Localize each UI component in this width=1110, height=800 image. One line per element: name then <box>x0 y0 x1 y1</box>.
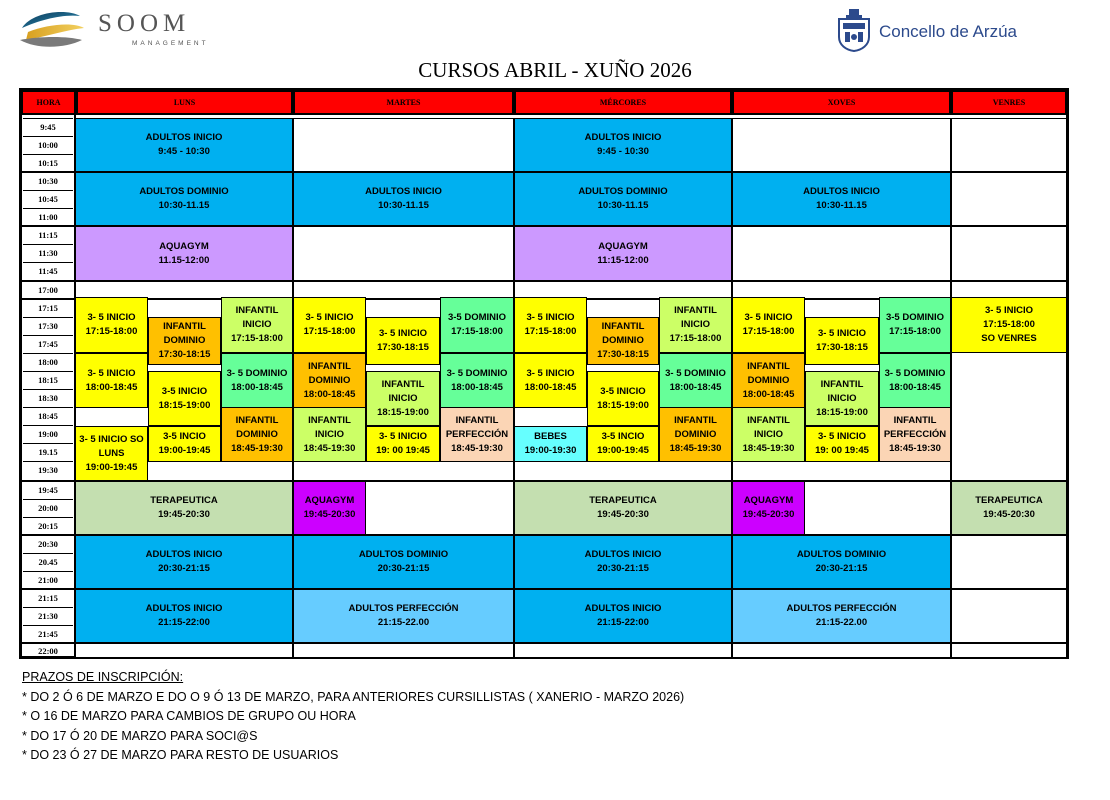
notes-line: * DO 2 Ó 6 DE MARZO E DO O 9 Ó 13 DE MARZO, PARA ANTERIORES CURSILLISTAS ( XANERIO - MARZO 2026) <box>22 689 685 704</box>
empty-cell <box>293 118 514 172</box>
time-divider <box>23 425 73 426</box>
class-block <box>148 317 221 365</box>
class-note: SO VENRES <box>981 333 1037 344</box>
class-time: 17:30-18:15 <box>597 349 649 360</box>
time-divider <box>23 499 73 500</box>
class-name: 3- 5 INICIO SO LUNS <box>79 433 144 459</box>
class-name: 3- 5 DOMINIO <box>226 367 288 379</box>
column-header-3: MÉRCORES <box>514 90 732 115</box>
class-name: INFANTIL INICIO <box>820 378 864 404</box>
class-name: 3- 5 INICIO <box>305 312 354 323</box>
class-block <box>951 297 1067 353</box>
time-divider <box>23 625 73 626</box>
class-time: 21:15-22.00 <box>815 617 868 628</box>
class-time: 17:15-18:00 <box>451 326 503 337</box>
class-time: 17:15-18:00 <box>231 333 283 344</box>
class-block <box>879 297 951 353</box>
class-name: INFANTIL INICIO <box>308 414 351 440</box>
class-name: 3- 5 INICIO <box>87 367 136 379</box>
class-name: 3-5 INCIO <box>601 431 645 442</box>
class-time: 18:45-19:30 <box>669 442 722 454</box>
class-name: INFANTIL DOMINIO <box>235 414 279 440</box>
class-time: 17:15-18:00 <box>742 326 795 337</box>
class-block <box>587 371 659 426</box>
class-block <box>293 297 366 353</box>
class-block <box>951 481 1067 535</box>
class-time: 17:15-18:00 <box>983 319 1035 330</box>
class-block <box>293 172 514 226</box>
class-block <box>879 407 951 462</box>
class-time: 19:00-19:30 <box>524 445 577 456</box>
time-divider <box>23 262 73 263</box>
class-block <box>75 353 148 408</box>
time-label: 20:00 <box>38 503 58 513</box>
class-block <box>732 353 805 408</box>
class-time: 19:00-19:45 <box>158 445 211 456</box>
time-label: 9:45 <box>40 122 56 132</box>
class-time: 20:30-21:15 <box>597 563 649 574</box>
class-time: 18:45-19:30 <box>742 442 795 454</box>
class-time: 18:00-18:45 <box>451 381 503 393</box>
class-time: 17:30-18:15 <box>158 349 211 360</box>
page-title: CURSOS ABRIL - XUÑO 2026 <box>418 58 692 82</box>
class-block <box>732 481 805 535</box>
time-label: 19:30 <box>38 465 58 475</box>
time-divider <box>23 443 73 444</box>
time-label: 18:00 <box>38 357 58 367</box>
class-block <box>293 535 514 589</box>
class-block <box>659 407 732 462</box>
empty-cell <box>951 226 1067 281</box>
class-block <box>440 407 514 462</box>
class-time: 18:00-18:45 <box>524 381 577 393</box>
time-label: 19:45 <box>38 485 58 495</box>
empty-cell <box>293 226 514 281</box>
column-header-4: XOVES <box>732 90 951 115</box>
class-time: 18:00-18:45 <box>231 381 283 393</box>
notes-line: * DO 23 Ó 27 DE MARZO PARA RESTO DE USUARIOS <box>22 748 339 762</box>
class-time: 18:45-19:30 <box>303 442 356 454</box>
time-label: 18:15 <box>38 375 58 385</box>
class-name: INFANTIL INICIO <box>674 305 717 330</box>
soom-logo-subtext: MANAGEMENT <box>132 40 209 47</box>
class-time: 19:45-20:30 <box>158 509 210 520</box>
class-block <box>587 426 659 462</box>
time-label: 10:30 <box>38 176 58 186</box>
empty-cell <box>293 643 514 658</box>
empty-cell <box>951 643 1067 658</box>
class-block <box>293 589 514 643</box>
class-block <box>732 589 951 643</box>
time-divider <box>23 118 73 119</box>
class-block <box>805 426 879 462</box>
time-label: 19:00 <box>38 429 58 439</box>
class-time: 18:15-19:00 <box>597 399 649 411</box>
class-name: ADULTOS PERFECCIÓN <box>786 603 897 614</box>
class-block <box>75 297 148 353</box>
column-header-0: HORA <box>21 90 76 115</box>
class-block <box>75 535 293 589</box>
class-block <box>514 535 732 589</box>
class-time: 10:30-11.15 <box>158 200 210 211</box>
empty-cell <box>75 643 293 658</box>
class-time: 17:15-18:00 <box>303 326 356 337</box>
class-time: 19:45-20:30 <box>597 509 649 520</box>
class-name: INFANTIL DOMINIO <box>601 321 645 346</box>
time-label: 17:15 <box>38 303 58 313</box>
class-name: 3- 5 INICIO <box>378 431 428 442</box>
class-name: 3- 5 INICIO <box>378 328 428 339</box>
time-label: 18:45 <box>38 411 58 421</box>
notes-line: * DO 17 Ó 20 DE MARZO PARA SOCI@S <box>22 728 258 743</box>
class-block <box>732 297 805 353</box>
class-time: 18:45-19:30 <box>889 442 941 454</box>
class-time: 18:15-19:00 <box>377 406 429 418</box>
empty-cell <box>732 643 951 658</box>
class-name: AQUAGYM <box>598 240 648 252</box>
class-name: ADULTOS DOMINIO <box>796 549 887 560</box>
class-time: 19: 00 19:45 <box>376 445 430 456</box>
class-block <box>732 407 805 462</box>
class-name: ADULTOS INICIO <box>365 186 442 197</box>
class-name: TERAPEUTICA <box>975 495 1043 506</box>
time-label: 19.15 <box>38 447 58 457</box>
class-time: 17:15-18:00 <box>889 326 941 337</box>
time-divider <box>23 607 73 608</box>
class-block <box>366 426 440 462</box>
class-name: 3-5 INICIO <box>600 385 646 397</box>
class-name: 3- 5 INICIO <box>984 305 1034 316</box>
time-label: 10:15 <box>38 158 58 168</box>
class-time: 20:30-21:15 <box>377 563 430 574</box>
class-name: 3-5 INCIO <box>163 431 206 442</box>
class-time: 18:00-18:45 <box>85 381 138 393</box>
time-divider <box>23 553 73 554</box>
time-divider <box>23 571 73 572</box>
class-block <box>75 172 293 226</box>
concello-logo-text: Concello de Arzúa <box>879 22 1017 41</box>
class-block <box>75 481 293 535</box>
class-time: 18:00-18:45 <box>742 388 795 400</box>
time-label: 20:15 <box>38 521 58 531</box>
class-block <box>440 297 514 353</box>
class-name: ADULTOS PERFECCIÓN <box>348 603 459 614</box>
class-time: 18:45-19:30 <box>231 442 283 454</box>
time-divider <box>23 154 73 155</box>
registration-notes <box>22 668 684 766</box>
class-name: 3- 5 DOMINIO <box>665 367 726 379</box>
class-name: TERAPEUTICA <box>150 495 218 506</box>
time-label: 22:00 <box>38 645 58 656</box>
class-block <box>75 118 293 172</box>
class-name: ADULTOS INICIO <box>145 603 223 614</box>
class-time: 11:15-12:00 <box>597 254 649 266</box>
class-block <box>659 297 732 353</box>
time-divider <box>23 335 73 336</box>
time-label: 18:30 <box>38 393 58 403</box>
empty-cell <box>951 118 1067 172</box>
class-name: INFANTIL INICIO <box>747 414 790 440</box>
class-time: 21:15-22:00 <box>158 617 210 628</box>
class-block <box>148 426 221 462</box>
time-label: 20.45 <box>38 557 58 567</box>
class-name: ADULTOS INICIO <box>584 132 662 143</box>
class-name: AQUAGYM <box>304 495 355 506</box>
class-name: INFANTIL DOMINIO <box>308 360 351 386</box>
class-name: 3- 5 DOMINIO <box>446 367 508 379</box>
empty-cell <box>732 118 951 172</box>
time-divider <box>23 389 73 390</box>
class-block <box>293 481 366 535</box>
class-name: 3-5 DOMINIO <box>447 312 507 323</box>
class-time: 9:45 - 10:30 <box>597 146 649 157</box>
class-block <box>75 426 148 481</box>
class-name: 3- 5 DOMINIO <box>884 367 946 379</box>
time-divider <box>23 407 73 408</box>
class-block <box>221 353 293 408</box>
class-name: INFANTIL PERFECCIÓN <box>883 414 947 440</box>
class-block <box>75 226 293 281</box>
class-name: TERAPEUTICA <box>589 495 657 506</box>
class-name: INFANTIL DOMINIO <box>163 321 206 346</box>
time-label: 17:00 <box>38 285 58 295</box>
class-time: 10:30-11.15 <box>378 200 429 211</box>
class-name: ADULTOS INICIO <box>145 132 223 143</box>
time-label: 21:30 <box>38 611 58 621</box>
class-name: 3- 5 INICIO <box>817 431 867 442</box>
class-time: 18:00-18:45 <box>303 388 356 400</box>
time-label: 10:45 <box>38 194 58 204</box>
time-divider <box>23 208 73 209</box>
class-name: INFANTIL DOMINIO <box>747 360 790 386</box>
class-name: 3-5 INICIO <box>161 385 208 397</box>
empty-cell <box>951 172 1067 226</box>
class-block <box>514 481 732 535</box>
class-block <box>514 589 732 643</box>
time-label: 11:00 <box>38 212 58 222</box>
time-divider <box>23 517 73 518</box>
class-time: 20:30-21:15 <box>158 563 210 574</box>
class-block <box>805 371 879 426</box>
class-block <box>514 353 587 408</box>
class-name: ADULTOS INICIO <box>584 549 662 560</box>
class-time: 18:00-18:45 <box>889 381 941 393</box>
class-name: INFANTIL INICIO <box>235 305 279 330</box>
time-divider <box>23 136 73 137</box>
class-block <box>514 226 732 281</box>
class-block <box>514 426 587 462</box>
class-time: 17:15-18:00 <box>524 326 577 337</box>
time-label: 21:45 <box>38 629 58 639</box>
class-name: ADULTOS DOMINIO <box>578 186 668 197</box>
class-block <box>732 172 951 226</box>
time-divider <box>23 353 73 354</box>
empty-cell <box>951 535 1067 589</box>
time-label: 17:30 <box>38 321 58 331</box>
class-block <box>366 371 440 426</box>
class-name: 3- 5 INICIO <box>526 367 575 379</box>
class-block <box>293 353 366 408</box>
class-time: 19:45-20:30 <box>303 509 356 520</box>
class-time: 9:45 - 10:30 <box>158 146 210 157</box>
class-time: 21:15-22:00 <box>597 617 649 628</box>
time-divider <box>23 371 73 372</box>
class-time: 18:15-19:00 <box>816 406 868 418</box>
class-name: AQUAGYM <box>743 495 794 506</box>
class-name: BEBES <box>534 431 567 442</box>
empty-cell <box>951 589 1067 643</box>
class-time: 19:00-19:45 <box>597 445 649 456</box>
class-block <box>879 353 951 408</box>
class-time: 18:45-19:30 <box>451 442 503 454</box>
class-time: 20:30-21:15 <box>815 563 868 574</box>
column-header-5: VENRES <box>951 90 1067 115</box>
class-time: 19:45-20:30 <box>983 509 1035 520</box>
class-time: 11.15-12:00 <box>158 254 210 266</box>
class-block <box>514 172 732 226</box>
class-block <box>221 297 293 353</box>
class-name: 3- 5 INICIO <box>87 312 136 323</box>
class-block <box>148 371 221 426</box>
class-name: INFANTIL INICIO <box>381 378 425 404</box>
class-name: ADULTOS DOMINIO <box>358 549 449 560</box>
class-name: 3- 5 INICIO <box>744 312 793 323</box>
time-divider <box>23 190 73 191</box>
class-block <box>366 317 440 365</box>
class-time: 10:30-11.15 <box>816 200 867 211</box>
time-label: 17:45 <box>38 339 58 349</box>
class-time: 18:00-18:45 <box>669 381 722 393</box>
class-block <box>587 317 659 365</box>
class-time: 21:15-22.00 <box>377 617 430 628</box>
class-block <box>221 407 293 462</box>
class-name: ADULTOS INICIO <box>584 603 662 614</box>
class-name: 3-5 DOMINIO <box>885 312 945 323</box>
class-time: 17:15-18:00 <box>85 326 138 337</box>
class-time: 10:30-11.15 <box>597 200 649 211</box>
class-time: 19: 00 19:45 <box>815 445 869 456</box>
notes-heading: PRAZOS DE INSCRIPCIÓN: <box>22 670 184 684</box>
time-label: 21:15 <box>38 593 58 603</box>
class-block <box>732 535 951 589</box>
column-header-2: MARTES <box>293 90 514 115</box>
class-name: INFANTIL DOMINIO <box>674 414 717 440</box>
notes-line: * O 16 DE MARZO PARA CAMBIOS DE GRUPO OU HORA <box>22 709 356 723</box>
empty-cell <box>732 226 951 281</box>
class-name: ADULTOS INICIO <box>145 549 223 560</box>
class-block <box>805 317 879 365</box>
class-name: 3- 5 INICIO <box>526 312 575 323</box>
class-time: 19:00-19:45 <box>85 461 138 473</box>
class-time: 17:30-18:15 <box>816 342 868 353</box>
time-label: 10:00 <box>38 140 58 150</box>
class-time: 18:15-19:00 <box>158 399 211 411</box>
empty-cell <box>514 643 732 658</box>
time-label: 20:30 <box>38 539 58 549</box>
time-label: 21:00 <box>38 575 58 585</box>
class-block <box>440 353 514 408</box>
class-block <box>514 118 732 172</box>
class-block <box>293 407 366 462</box>
time-divider <box>23 317 73 318</box>
class-block <box>514 297 587 353</box>
time-label: 11:30 <box>38 248 58 258</box>
class-block <box>659 353 732 408</box>
time-divider <box>23 461 73 462</box>
time-label: 11:45 <box>38 266 58 276</box>
class-time: 19:45-20:30 <box>742 509 795 520</box>
class-time: 17:30-18:15 <box>377 342 429 353</box>
class-name: INFANTIL PERFECCIÓN <box>445 414 509 440</box>
time-divider <box>23 244 73 245</box>
class-name: 3- 5 INICIO <box>817 328 867 339</box>
class-name: AQUAGYM <box>159 240 209 252</box>
soom-logo-text: SOOM <box>98 10 191 37</box>
column-header-1: LUNS <box>76 90 293 115</box>
time-label: 11:15 <box>38 230 58 240</box>
class-name: ADULTOS DOMINIO <box>139 186 229 197</box>
class-time: 17:15-18:00 <box>669 333 722 344</box>
class-name: ADULTOS INICIO <box>803 186 880 197</box>
class-block <box>75 589 293 643</box>
